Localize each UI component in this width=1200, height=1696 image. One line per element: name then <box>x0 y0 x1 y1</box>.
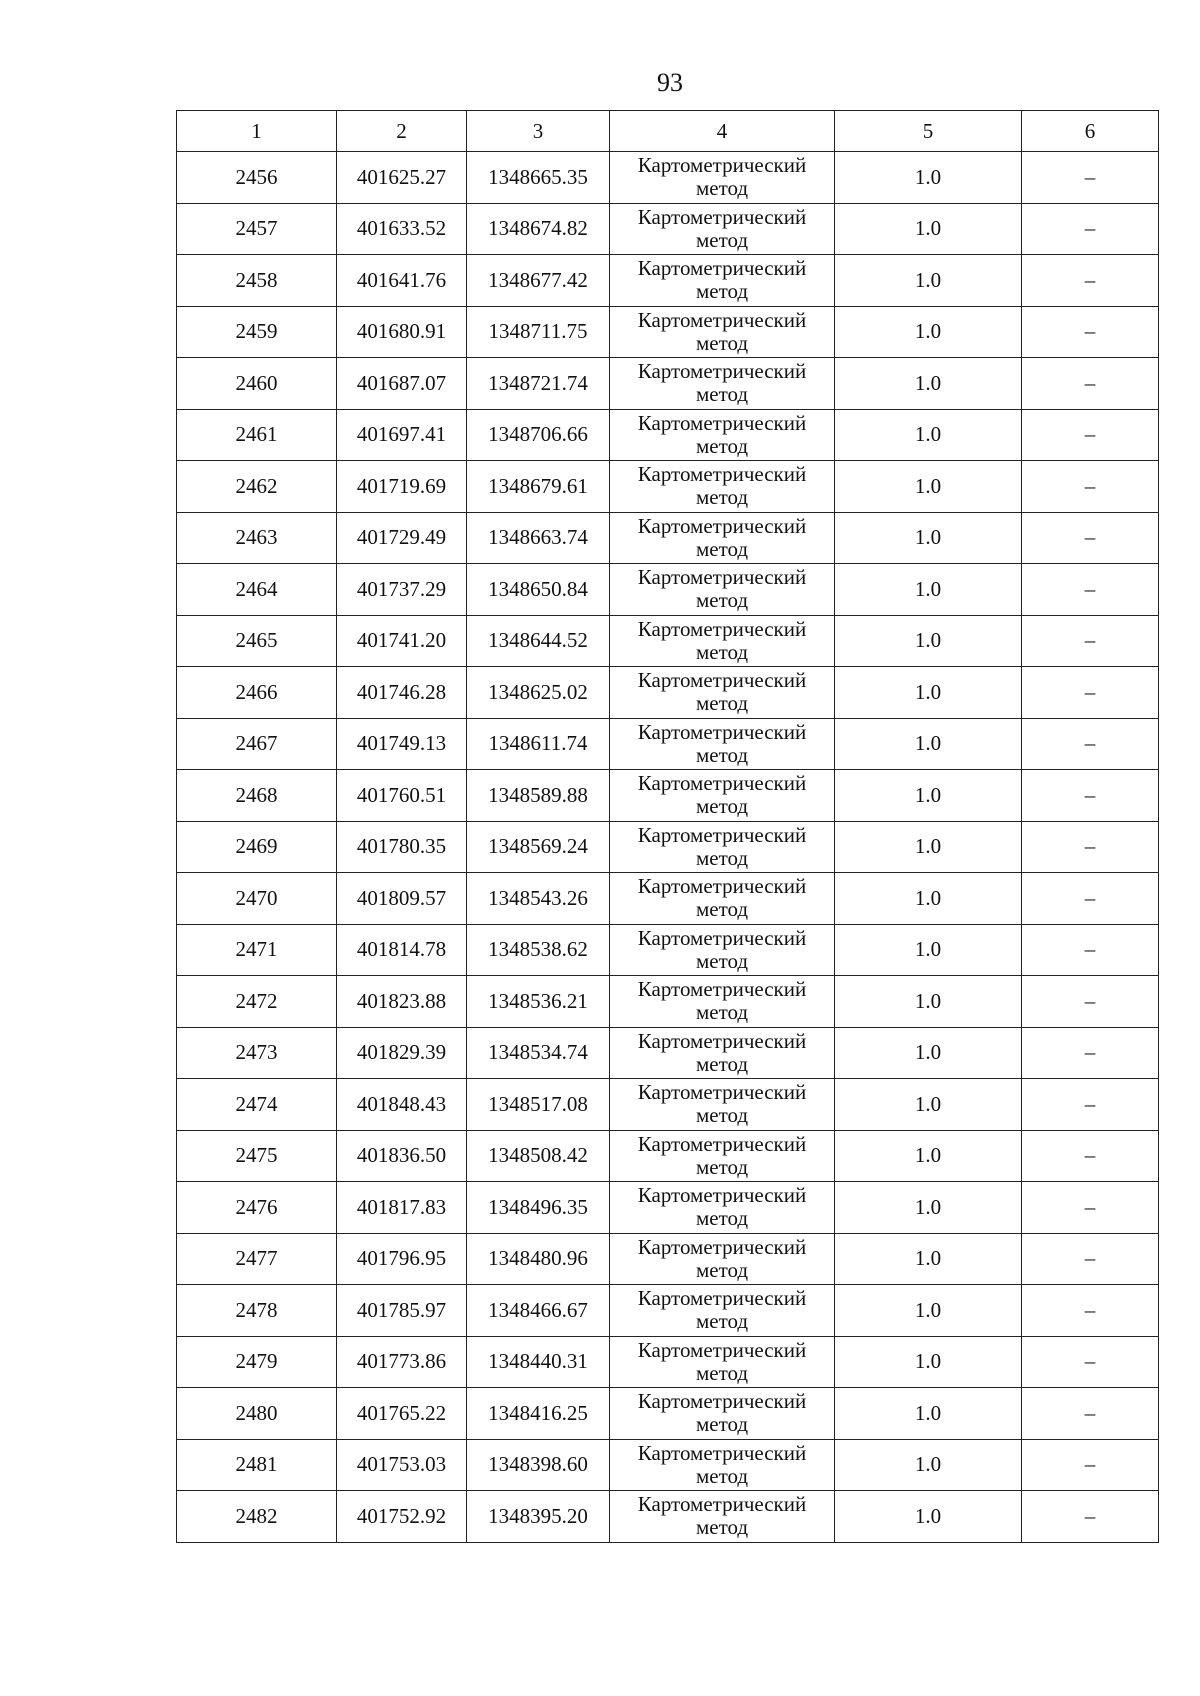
y-coordinate-cell: 1348706.66 <box>467 409 610 461</box>
point-number-cell: 2470 <box>177 873 337 925</box>
note-cell: – <box>1022 1491 1159 1543</box>
table-row <box>177 976 1159 1028</box>
method-text-line: Картометрический <box>637 874 807 899</box>
table-row <box>177 924 1159 976</box>
accuracy-cell: 1.0 <box>835 1491 1022 1543</box>
x-coordinate-cell: 401625.27 <box>337 152 467 204</box>
table-row <box>177 770 1159 822</box>
point-number-cell: 2469 <box>177 821 337 873</box>
table-row <box>177 152 1159 204</box>
point-number-cell: 2468 <box>177 770 337 822</box>
method-text-line: метод <box>695 279 749 304</box>
x-coordinate-cell: 401848.43 <box>337 1079 467 1131</box>
accuracy-cell: 1.0 <box>835 1233 1022 1285</box>
table-row <box>177 564 1159 616</box>
x-coordinate-cell: 401729.49 <box>337 512 467 564</box>
accuracy-cell: 1.0 <box>835 1388 1022 1440</box>
note-cell: – <box>1022 873 1159 925</box>
note-cell: – <box>1022 152 1159 204</box>
x-coordinate-cell: 401836.50 <box>337 1130 467 1182</box>
point-number-cell: 2460 <box>177 358 337 410</box>
note-cell: – <box>1022 1182 1159 1234</box>
table-row <box>177 1388 1159 1440</box>
y-coordinate-cell: 1348679.61 <box>467 461 610 513</box>
accuracy-cell: 1.0 <box>835 152 1022 204</box>
x-coordinate-cell: 401785.97 <box>337 1285 467 1337</box>
coordinates-table <box>176 110 1159 1543</box>
point-number-cell: 2478 <box>177 1285 337 1337</box>
x-coordinate-cell: 401823.88 <box>337 976 467 1028</box>
x-coordinate-cell: 401817.83 <box>337 1182 467 1234</box>
point-number-cell: 2480 <box>177 1388 337 1440</box>
x-coordinate-cell: 401796.95 <box>337 1233 467 1285</box>
point-number-cell: 2475 <box>177 1130 337 1182</box>
point-number-cell: 2466 <box>177 667 337 719</box>
method-cell <box>610 873 835 925</box>
method-text-line: метод <box>695 1257 749 1282</box>
method-cell <box>610 1336 835 1388</box>
table-row <box>177 255 1159 307</box>
method-cell <box>610 718 835 770</box>
x-coordinate-cell: 401687.07 <box>337 358 467 410</box>
table-header-row <box>177 111 1159 152</box>
method-cell <box>610 152 835 204</box>
method-cell <box>610 976 835 1028</box>
note-cell: – <box>1022 1439 1159 1491</box>
point-number-cell: 2463 <box>177 512 337 564</box>
point-number-cell: 2481 <box>177 1439 337 1491</box>
table-row <box>177 461 1159 513</box>
method-cell <box>610 461 835 513</box>
y-coordinate-cell: 1348480.96 <box>467 1233 610 1285</box>
accuracy-cell: 1.0 <box>835 306 1022 358</box>
x-coordinate-cell: 401633.52 <box>337 203 467 255</box>
method-cell <box>610 409 835 461</box>
accuracy-cell: 1.0 <box>835 255 1022 307</box>
y-coordinate-cell: 1348416.25 <box>467 1388 610 1440</box>
method-text-line: метод <box>695 588 749 613</box>
y-coordinate-cell: 1348663.74 <box>467 512 610 564</box>
note-cell: – <box>1022 512 1159 564</box>
method-cell <box>610 924 835 976</box>
note-cell: – <box>1022 203 1159 255</box>
accuracy-cell: 1.0 <box>835 1079 1022 1131</box>
method-text-line: Картометрический <box>637 977 807 1002</box>
column-header: 5 <box>835 111 1022 152</box>
column-header: 2 <box>337 111 467 152</box>
y-coordinate-cell: 1348534.74 <box>467 1027 610 1079</box>
method-text-line: Картометрический <box>637 1234 807 1259</box>
accuracy-cell: 1.0 <box>835 358 1022 410</box>
y-coordinate-cell: 1348508.42 <box>467 1130 610 1182</box>
method-text-line: Картометрический <box>637 1337 807 1362</box>
y-coordinate-cell: 1348536.21 <box>467 976 610 1028</box>
x-coordinate-cell: 401753.03 <box>337 1439 467 1491</box>
table-row <box>177 306 1159 358</box>
method-text-line: Картометрический <box>637 719 807 744</box>
method-cell <box>610 512 835 564</box>
x-coordinate-cell: 401829.39 <box>337 1027 467 1079</box>
y-coordinate-cell: 1348674.82 <box>467 203 610 255</box>
table-row <box>177 718 1159 770</box>
accuracy-cell: 1.0 <box>835 1439 1022 1491</box>
y-coordinate-cell: 1348440.31 <box>467 1336 610 1388</box>
x-coordinate-cell: 401765.22 <box>337 1388 467 1440</box>
method-text-line: Картометрический <box>637 204 807 229</box>
method-cell <box>610 770 835 822</box>
accuracy-cell: 1.0 <box>835 976 1022 1028</box>
x-coordinate-cell: 401641.76 <box>337 255 467 307</box>
y-coordinate-cell: 1348466.67 <box>467 1285 610 1337</box>
accuracy-cell: 1.0 <box>835 203 1022 255</box>
method-text-line: метод <box>695 1206 749 1231</box>
method-text-line: Картометрический <box>637 462 807 487</box>
method-text-line: метод <box>695 1309 749 1334</box>
y-coordinate-cell: 1348589.88 <box>467 770 610 822</box>
note-cell: – <box>1022 1388 1159 1440</box>
note-cell: – <box>1022 1233 1159 1285</box>
point-number-cell: 2467 <box>177 718 337 770</box>
method-text-line: Картометрический <box>637 771 807 796</box>
point-number-cell: 2477 <box>177 1233 337 1285</box>
table-body <box>177 111 1159 1543</box>
accuracy-cell: 1.0 <box>835 409 1022 461</box>
x-coordinate-cell: 401749.13 <box>337 718 467 770</box>
y-coordinate-cell: 1348398.60 <box>467 1439 610 1491</box>
table-row <box>177 1491 1159 1543</box>
point-number-cell: 2479 <box>177 1336 337 1388</box>
accuracy-cell: 1.0 <box>835 821 1022 873</box>
method-cell <box>610 667 835 719</box>
method-cell <box>610 1388 835 1440</box>
note-cell: – <box>1022 1027 1159 1079</box>
accuracy-cell: 1.0 <box>835 1285 1022 1337</box>
method-text-line: Картометрический <box>637 1028 807 1053</box>
accuracy-cell: 1.0 <box>835 461 1022 513</box>
x-coordinate-cell: 401746.28 <box>337 667 467 719</box>
x-coordinate-cell: 401680.91 <box>337 306 467 358</box>
x-coordinate-cell: 401809.57 <box>337 873 467 925</box>
point-number-cell: 2471 <box>177 924 337 976</box>
method-text-line: Картометрический <box>637 616 807 641</box>
table-row <box>177 1130 1159 1182</box>
note-cell: – <box>1022 770 1159 822</box>
x-coordinate-cell: 401773.86 <box>337 1336 467 1388</box>
accuracy-cell: 1.0 <box>835 615 1022 667</box>
method-cell <box>610 1285 835 1337</box>
method-text-line: Картометрический <box>637 410 807 435</box>
x-coordinate-cell: 401697.41 <box>337 409 467 461</box>
x-coordinate-cell: 401719.69 <box>337 461 467 513</box>
y-coordinate-cell: 1348569.24 <box>467 821 610 873</box>
point-number-cell: 2456 <box>177 152 337 204</box>
method-text-line: Картометрический <box>637 925 807 950</box>
note-cell: – <box>1022 1130 1159 1182</box>
point-number-cell: 2457 <box>177 203 337 255</box>
note-cell: – <box>1022 358 1159 410</box>
method-text-line: метод <box>695 1154 749 1179</box>
x-coordinate-cell: 401741.20 <box>337 615 467 667</box>
column-header: 4 <box>610 111 835 152</box>
method-text-line: метод <box>695 1103 749 1128</box>
y-coordinate-cell: 1348711.75 <box>467 306 610 358</box>
table-row <box>177 1439 1159 1491</box>
x-coordinate-cell: 401737.29 <box>337 564 467 616</box>
method-cell <box>610 1130 835 1182</box>
method-text-line: метод <box>695 1360 749 1385</box>
note-cell: – <box>1022 667 1159 719</box>
y-coordinate-cell: 1348538.62 <box>467 924 610 976</box>
method-text-line: метод <box>695 382 749 407</box>
y-coordinate-cell: 1348677.42 <box>467 255 610 307</box>
method-text-line: Картометрический <box>637 153 807 178</box>
method-text-line: метод <box>695 227 749 252</box>
note-cell: – <box>1022 461 1159 513</box>
method-text-line: метод <box>695 433 749 458</box>
y-coordinate-cell: 1348625.02 <box>467 667 610 719</box>
method-text-line: метод <box>695 948 749 973</box>
method-text-line: метод <box>695 1051 749 1076</box>
point-number-cell: 2462 <box>177 461 337 513</box>
x-coordinate-cell: 401760.51 <box>337 770 467 822</box>
method-text-line: Картометрический <box>637 307 807 332</box>
table-row <box>177 821 1159 873</box>
point-number-cell: 2459 <box>177 306 337 358</box>
note-cell: – <box>1022 564 1159 616</box>
method-cell <box>610 306 835 358</box>
method-cell <box>610 1233 835 1285</box>
table-row <box>177 1336 1159 1388</box>
note-cell: – <box>1022 718 1159 770</box>
method-text-line: Картометрический <box>637 359 807 384</box>
method-text-line: метод <box>695 330 749 355</box>
column-header: 1 <box>177 111 337 152</box>
table-row <box>177 1285 1159 1337</box>
table-row <box>177 1233 1159 1285</box>
note-cell: – <box>1022 821 1159 873</box>
point-number-cell: 2473 <box>177 1027 337 1079</box>
table-row <box>177 667 1159 719</box>
note-cell: – <box>1022 1285 1159 1337</box>
y-coordinate-cell: 1348721.74 <box>467 358 610 410</box>
column-header: 6 <box>1022 111 1159 152</box>
column-header: 3 <box>467 111 610 152</box>
method-cell <box>610 1182 835 1234</box>
method-cell <box>610 255 835 307</box>
method-cell <box>610 615 835 667</box>
accuracy-cell: 1.0 <box>835 718 1022 770</box>
note-cell: – <box>1022 306 1159 358</box>
method-text-line: метод <box>695 1515 749 1540</box>
table-row <box>177 1182 1159 1234</box>
note-cell: – <box>1022 924 1159 976</box>
point-number-cell: 2482 <box>177 1491 337 1543</box>
x-coordinate-cell: 401780.35 <box>337 821 467 873</box>
method-text-line: Картометрический <box>637 565 807 590</box>
method-text-line: метод <box>695 1463 749 1488</box>
method-text-line: Картометрический <box>637 822 807 847</box>
method-text-line: Картометрический <box>637 1286 807 1311</box>
method-text-line: метод <box>695 845 749 870</box>
y-coordinate-cell: 1348665.35 <box>467 152 610 204</box>
y-coordinate-cell: 1348543.26 <box>467 873 610 925</box>
accuracy-cell: 1.0 <box>835 1182 1022 1234</box>
method-cell <box>610 821 835 873</box>
point-number-cell: 2476 <box>177 1182 337 1234</box>
point-number-cell: 2458 <box>177 255 337 307</box>
method-cell <box>610 564 835 616</box>
method-text-line: метод <box>695 691 749 716</box>
accuracy-cell: 1.0 <box>835 770 1022 822</box>
method-text-line: метод <box>695 794 749 819</box>
note-cell: – <box>1022 1079 1159 1131</box>
note-cell: – <box>1022 615 1159 667</box>
method-text-line: метод <box>695 1412 749 1437</box>
method-cell <box>610 1027 835 1079</box>
y-coordinate-cell: 1348611.74 <box>467 718 610 770</box>
table-row <box>177 203 1159 255</box>
accuracy-cell: 1.0 <box>835 1027 1022 1079</box>
point-number-cell: 2461 <box>177 409 337 461</box>
method-text-line: метод <box>695 742 749 767</box>
note-cell: – <box>1022 1336 1159 1388</box>
method-cell <box>610 358 835 410</box>
table-row <box>177 1079 1159 1131</box>
y-coordinate-cell: 1348650.84 <box>467 564 610 616</box>
table-row <box>177 1027 1159 1079</box>
method-text-line: Картометрический <box>637 1389 807 1414</box>
method-text-line: метод <box>695 1000 749 1025</box>
method-cell <box>610 203 835 255</box>
method-text-line: метод <box>695 639 749 664</box>
note-cell: – <box>1022 976 1159 1028</box>
accuracy-cell: 1.0 <box>835 667 1022 719</box>
point-number-cell: 2472 <box>177 976 337 1028</box>
page-number: 93 <box>657 68 683 97</box>
x-coordinate-cell: 401752.92 <box>337 1491 467 1543</box>
y-coordinate-cell: 1348517.08 <box>467 1079 610 1131</box>
method-text-line: метод <box>695 897 749 922</box>
table-row <box>177 409 1159 461</box>
method-text-line: Картометрический <box>637 256 807 281</box>
method-text-line: Картометрический <box>637 668 807 693</box>
note-cell: – <box>1022 409 1159 461</box>
method-text-line: Картометрический <box>637 1440 807 1465</box>
method-cell <box>610 1079 835 1131</box>
accuracy-cell: 1.0 <box>835 873 1022 925</box>
method-text-line: Картометрический <box>637 1080 807 1105</box>
method-text-line: Картометрический <box>637 1183 807 1208</box>
accuracy-cell: 1.0 <box>835 512 1022 564</box>
y-coordinate-cell: 1348644.52 <box>467 615 610 667</box>
accuracy-cell: 1.0 <box>835 564 1022 616</box>
x-coordinate-cell: 401814.78 <box>337 924 467 976</box>
table-row <box>177 512 1159 564</box>
point-number-cell: 2474 <box>177 1079 337 1131</box>
accuracy-cell: 1.0 <box>835 924 1022 976</box>
note-cell: – <box>1022 255 1159 307</box>
method-text-line: Картометрический <box>637 513 807 538</box>
point-number-cell: 2465 <box>177 615 337 667</box>
method-cell <box>610 1491 835 1543</box>
method-text-line: метод <box>695 485 749 510</box>
method-cell <box>610 1439 835 1491</box>
accuracy-cell: 1.0 <box>835 1130 1022 1182</box>
y-coordinate-cell: 1348395.20 <box>467 1491 610 1543</box>
y-coordinate-cell: 1348496.35 <box>467 1182 610 1234</box>
table-row <box>177 615 1159 667</box>
point-number-cell: 2464 <box>177 564 337 616</box>
method-text-line: метод <box>695 536 749 561</box>
method-text-line: Картометрический <box>637 1492 807 1517</box>
method-text-line: Картометрический <box>637 1131 807 1156</box>
method-text-line: метод <box>695 176 749 201</box>
table-row <box>177 873 1159 925</box>
accuracy-cell: 1.0 <box>835 1336 1022 1388</box>
table-row <box>177 358 1159 410</box>
